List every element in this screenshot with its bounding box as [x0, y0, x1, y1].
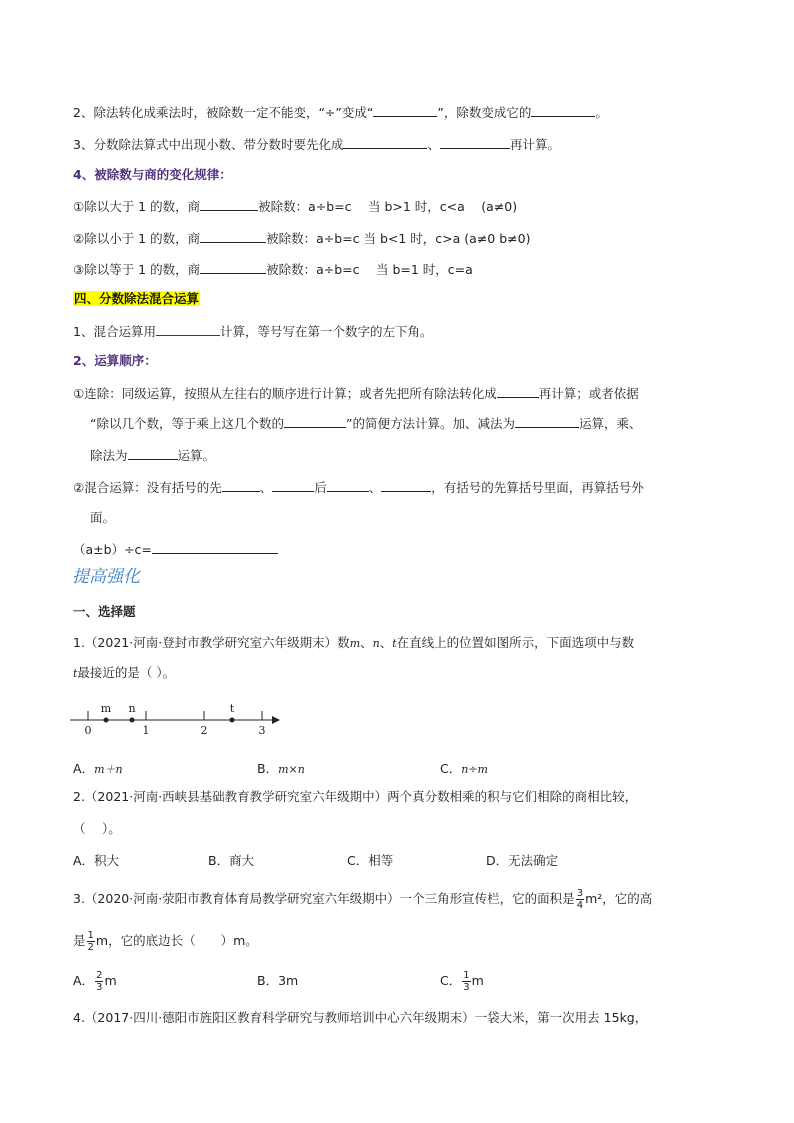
text: 1.（2021·河南·登封市教学研究室六年级期末）数 [73, 635, 350, 650]
q1-option-c[interactable]: C．n÷m [440, 761, 488, 776]
text: （a±b）÷c= [73, 542, 152, 557]
blank [381, 478, 431, 492]
blank [222, 478, 260, 492]
question-3-cont: 是 $\frac{1}{2}$ m，它的底边长（ ）m。 [73, 930, 258, 953]
tick-label: 0 [84, 724, 92, 737]
order-1-cont2 [90, 446, 215, 465]
text: ②混合运算：没有括号的先 [73, 480, 222, 495]
point-m [104, 718, 109, 723]
text: 1、混合运算用 [73, 324, 156, 339]
blank [284, 414, 346, 428]
text: ，有括号的先算括号里面，再算括号外 [431, 480, 644, 495]
q1-option-a[interactable]: A．m＋n [73, 761, 123, 776]
text: 在直线上的位置如图所示，下面选项中与数 [396, 635, 635, 650]
rule-2 [73, 229, 530, 248]
text: 、 [259, 480, 273, 495]
text: ”，除数变成它的 [437, 105, 532, 120]
point-3 [73, 135, 560, 154]
heading-4: 4、被除数与商的变化规律： [73, 167, 232, 182]
mixed-1 [73, 322, 432, 341]
var: t [73, 667, 78, 680]
text: ②除以小于 1 的数，商 [73, 231, 201, 246]
text: 运算，乘、 [578, 416, 642, 431]
text: ①除以大于 1 的数，商 [73, 199, 201, 214]
q1-option-b[interactable]: B．m×n [257, 761, 305, 776]
q2-option-a[interactable]: A．积大 [73, 853, 120, 868]
blank [373, 103, 437, 117]
rule-1 [73, 197, 517, 216]
blank [128, 446, 178, 460]
text: 计算，等号写在第一个数字的左下角。 [219, 324, 433, 339]
text: 、 [360, 635, 373, 650]
blank [156, 322, 220, 336]
question-1 [73, 634, 634, 653]
tick-label: 1 [142, 724, 150, 737]
choice-heading: 一、选择题 [73, 604, 136, 619]
text: 再计算；或者依据 [538, 386, 639, 401]
point-2 [73, 103, 608, 122]
q2-option-b[interactable]: B．商大 [208, 853, 255, 868]
number-line [70, 698, 290, 738]
question-2-cont: （ ）。 [73, 821, 121, 836]
label-n: n [128, 702, 136, 715]
blank [531, 103, 595, 117]
section-4-heading [73, 290, 200, 308]
point-t [230, 718, 235, 723]
text: 最接近的是（ ）。 [77, 665, 176, 680]
text: “除以几个数，等于乘上这几个数的 [90, 416, 284, 431]
text: ”的简便方法计算。加、减法为 [345, 416, 515, 431]
text: 后 [314, 480, 327, 495]
q2-option-c[interactable]: C．相等 [347, 853, 394, 868]
blank [200, 260, 266, 274]
question-3: 3.（2020·河南·荥阳市教育体育局教学研究室六年级期中）一个三角形宣传栏，它的面积是 $\frac{3}{4}$ m²，它的高 [73, 888, 653, 911]
text: ③除以等于 1 的数，商 [73, 262, 201, 277]
var: n [372, 637, 380, 650]
blank [440, 135, 510, 149]
text: 3、分数除法算式中出现小数、带分数时要先化成 [73, 137, 344, 152]
var: t [392, 637, 397, 650]
point-n [130, 718, 135, 723]
order-2 [73, 478, 644, 497]
text: 运算。 [177, 448, 216, 463]
blank [272, 478, 314, 492]
arrow-icon [272, 716, 280, 724]
var: m [349, 637, 361, 650]
label-m: m [100, 702, 112, 715]
q2-option-d[interactable]: D．无法确定 [486, 853, 559, 868]
formula [73, 540, 278, 559]
heading-order: 2、运算顺序： [73, 353, 157, 368]
text: ①连除：同级运算，按照从左往右的顺序进行计算；或者先把所有除法转化成 [73, 386, 497, 401]
blank [327, 478, 369, 492]
order-1-cont [90, 414, 641, 433]
rule-3 [73, 260, 473, 279]
q3-option-a[interactable]: A． $\frac{2}{3}$ m [73, 970, 117, 993]
tick-label: 2 [200, 724, 208, 737]
blank [497, 384, 539, 398]
order-2-cont: 面。 [90, 510, 116, 525]
fraction: $\frac{1}{2}$ [87, 930, 94, 953]
text: 四、分数除法混合运算 [74, 291, 200, 306]
blank [200, 197, 258, 211]
fraction: $\frac{3}{4}$ [576, 888, 584, 911]
label-t: t [229, 702, 235, 715]
q3-option-c[interactable]: C． $\frac{1}{3}$ m [440, 970, 484, 993]
text: 。 [595, 105, 608, 120]
blank [343, 135, 427, 149]
blank [200, 229, 266, 243]
text: 被除数：a÷b=c 当 b<1 时，c>a (a≠0 b≠0) [266, 231, 531, 246]
q3-option-b[interactable]: B．3m [257, 973, 299, 988]
text: 、 [379, 635, 393, 650]
text: 、 [368, 480, 382, 495]
tick-label: 3 [258, 724, 266, 737]
text: 被除数：a÷b=c 当 b>1 时，c<a (a≠0) [258, 199, 518, 214]
blank [515, 414, 579, 428]
text: 被除数：a÷b=c 当 b=1 时，c=a [266, 262, 473, 277]
question-4: 4.（2017·四川·德阳市旌阳区教育科学研究与教师培训中心六年级期末）一袋大米，第一次用去 15kg， [73, 1010, 648, 1025]
improve-title: 提高强化 [72, 567, 140, 587]
text: 2、除法转化成乘法时，被除数一定不能变，“÷”变成“ [73, 105, 374, 120]
question-2: 2.（2021·河南·西峡县基础教育教学研究室六年级期中）两个真分数相乘的积与它们相除的商相比较， [73, 789, 638, 804]
order-1 [73, 384, 639, 403]
text: 再计算。 [509, 137, 560, 152]
text: 除法为 [90, 448, 128, 463]
question-1-cont [73, 664, 175, 683]
text: 、 [427, 137, 440, 152]
blank [152, 540, 278, 554]
